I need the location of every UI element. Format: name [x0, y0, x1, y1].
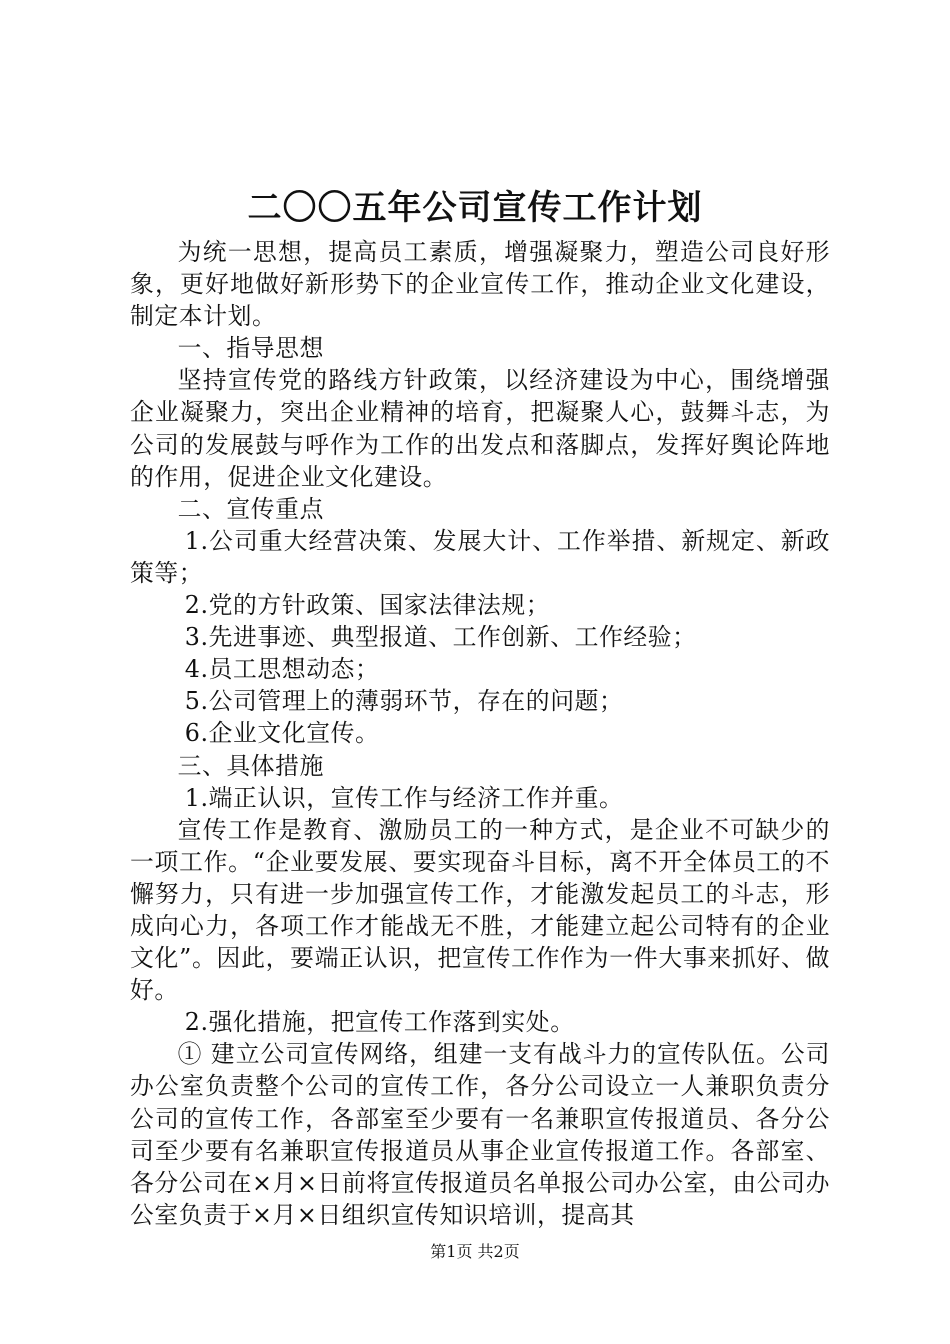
document-body [130, 236, 830, 1231]
section-heading-measures: 三、具体措施 [177, 751, 324, 780]
page-title: 二〇〇五年公司宣传工作计划 [247, 188, 703, 228]
list-item-focus-4: 4.员工思想动态； [184, 655, 380, 684]
page-footer: 第1页 共2页 [430, 1242, 520, 1261]
paragraph-guiding-thought: 坚持宣传党的路线方针政策，以经济建设为中心，围绕增强企业凝聚力，突出企业精神的培育，把凝聚人心，鼓舞斗志，为公司的发展鼓与呼作为工作的出发点和落脚点，发挥好舆论阵地的作用，促进企业文化建设。 [130, 366, 830, 491]
list-item-focus-1: 1.公司重大经营决策、发展大计、工作举措、新规定、新政策等； [130, 526, 830, 587]
list-item-measure-1: 1.端正认识，宣传工作与经济工作并重。 [184, 783, 624, 812]
paragraph-intro: 为统一思想，提高员工素质，增强凝聚力，塑造公司良好形象，更好地做好新形势下的企业宣传工作，推动企业文化建设，制定本计划。 [130, 238, 830, 331]
list-item-focus-3: 3.先进事迹、典型报道、工作创新、工作经验； [184, 623, 697, 652]
list-item-focus-6: 6.企业文化宣传。 [184, 719, 380, 748]
list-item-focus-2: 2.党的方针政策、国家法律法规； [184, 591, 551, 620]
section-heading-focus: 二、宣传重点 [177, 494, 324, 523]
section-heading-guiding-thought: 一、指导思想 [177, 334, 324, 363]
paragraph-measure-1-detail: 宣传工作是教育、激励员工的一种方式，是企业不可缺少的一项工作。“企业要发展、要实现奋斗目标，离不开全体员工的不懈努力，只有进一步加强宣传工作，才能激发起员工的斗志，形成向心力，各项工作才能战无不胜，才能建立起公司特有的企业文化”。因此，要端正认识，把宣传工作作为一件大事来抓好、做好。 [130, 815, 830, 1005]
paragraph-measure-2-detail: ① 建立公司宣传网络，组建一支有战斗力的宣传队伍。公司办公室负责整个公司的宣传工作，各分公司设立一人兼职负责分公司的宣传工作，各部室至少要有一名兼职宣传报道员、各分公司至少要有名兼职宣传报道员从事企业宣传报道工作。各部室、各分公司在×月×日前将宣传报道员名单报公司办公室，由公司办公室负责于×月×日组织宣传知识培训，提高其 [130, 1040, 830, 1229]
list-item-focus-5: 5.公司管理上的薄弱环节，存在的问题； [184, 687, 624, 716]
list-item-measure-2: 2.强化措施，把宣传工作落到实处。 [184, 1008, 575, 1037]
